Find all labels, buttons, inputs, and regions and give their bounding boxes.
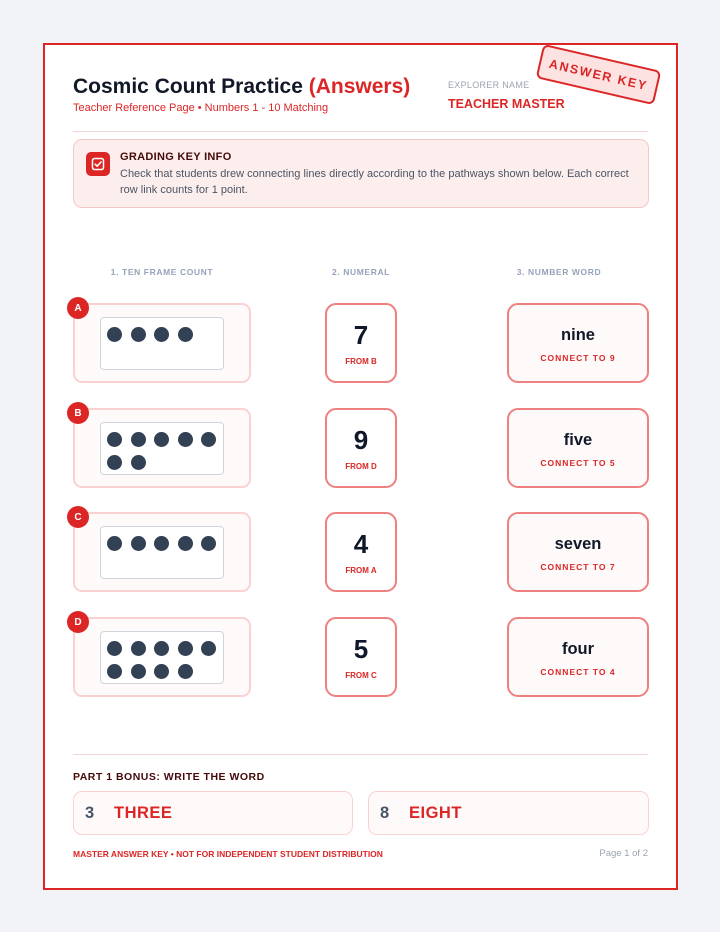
ten-frame-card-c[interactable] xyxy=(73,512,251,592)
numeral-value: 4 xyxy=(353,529,369,559)
counter-dot xyxy=(154,664,169,679)
counter-dot xyxy=(154,641,169,656)
numeral-value: 5 xyxy=(353,634,369,664)
number-word-card-five[interactable] xyxy=(507,408,649,488)
worksheet-page xyxy=(43,43,678,890)
ten-frame xyxy=(100,631,224,684)
number-word-card-nine[interactable] xyxy=(507,303,649,383)
numeral-card-9[interactable] xyxy=(325,408,397,488)
connect-hint: CONNECT TO 4 xyxy=(540,667,616,677)
number-word: five xyxy=(563,431,593,449)
column-header-number-word: 3. NUMBER WORD xyxy=(516,267,602,277)
numeral-source: FROM B xyxy=(345,357,377,366)
ten-frame-dots xyxy=(107,536,227,551)
bonus-word: EIGHT xyxy=(409,804,462,822)
page-title: Cosmic Count Practice (Answers) xyxy=(73,75,411,98)
info-title: GRADING KEY INFO xyxy=(120,151,232,163)
counter-dot xyxy=(107,455,122,470)
counter-dot xyxy=(178,664,193,679)
numeral-value: 7 xyxy=(353,320,369,350)
footer-disclaimer: MASTER ANSWER KEY • NOT FOR INDEPENDENT STUDENT DISTRIBUTION xyxy=(73,849,383,859)
numeral-source: FROM A xyxy=(345,566,377,575)
bonus-answer-box[interactable] xyxy=(368,791,649,835)
ten-frame xyxy=(100,422,224,475)
counter-dot xyxy=(107,327,122,342)
bonus-divider xyxy=(73,754,648,755)
column-header-ten-frame: 1. TEN FRAME COUNT xyxy=(110,267,214,277)
counter-dot xyxy=(201,536,216,551)
numeral-card-4[interactable] xyxy=(325,512,397,592)
counter-dot xyxy=(131,664,146,679)
info-text: Check that students drew connecting lines directly according to the pathways shown below. Each correct row link counts for 1 point. xyxy=(120,168,629,196)
ten-frame xyxy=(100,526,224,579)
counter-dot xyxy=(131,536,146,551)
counter-dot xyxy=(131,327,146,342)
number-word: seven xyxy=(554,535,602,553)
numeral-card-5[interactable] xyxy=(325,617,397,697)
counter-dot xyxy=(201,641,216,656)
connect-hint: CONNECT TO 7 xyxy=(540,562,616,572)
bonus-word: THREE xyxy=(114,804,173,822)
counter-dot xyxy=(178,327,193,342)
explorer-name-value: TEACHER MASTER xyxy=(448,97,565,111)
row-letter-badge: D xyxy=(67,611,89,633)
numeral-value: 9 xyxy=(353,425,369,455)
grading-info-box xyxy=(73,139,649,208)
connect-hint: CONNECT TO 5 xyxy=(540,458,616,468)
bonus-number: 8 xyxy=(380,804,390,822)
ten-frame-card-b[interactable] xyxy=(73,408,251,488)
counter-dot xyxy=(178,641,193,656)
number-word: nine xyxy=(561,326,595,344)
counter-dot xyxy=(154,536,169,551)
connect-hint: CONNECT TO 9 xyxy=(540,353,616,363)
bonus-number: 3 xyxy=(85,804,95,822)
ten-frame xyxy=(100,317,224,370)
counter-dot xyxy=(154,327,169,342)
number-word: four xyxy=(561,640,595,658)
checkbox-icon xyxy=(86,152,110,176)
counter-dot xyxy=(107,664,122,679)
ten-frame-dots xyxy=(107,641,227,679)
header-divider xyxy=(73,131,648,132)
counter-dot xyxy=(131,432,146,447)
counter-dot xyxy=(178,536,193,551)
number-word-card-seven[interactable] xyxy=(507,512,649,592)
ten-frame-card-d[interactable] xyxy=(73,617,251,697)
counter-dot xyxy=(154,432,169,447)
bonus-answer-box[interactable] xyxy=(73,791,353,835)
row-letter-badge: B xyxy=(67,402,89,424)
ten-frame-dots xyxy=(107,327,227,342)
ten-frame-card-a[interactable] xyxy=(73,303,251,383)
ten-frame-dots xyxy=(107,432,227,470)
counter-dot xyxy=(131,455,146,470)
explorer-name-label: EXPLORER NAME xyxy=(448,80,530,90)
counter-dot xyxy=(107,536,122,551)
numeral-card-7[interactable] xyxy=(325,303,397,383)
counter-dot xyxy=(201,432,216,447)
answer-key-stamp: ANSWER KEY xyxy=(536,44,662,105)
numeral-source: FROM C xyxy=(345,671,377,680)
page-number: Page 1 of 2 xyxy=(599,848,648,859)
counter-dot xyxy=(107,641,122,656)
row-letter-badge: C xyxy=(67,506,89,528)
number-word-card-four[interactable] xyxy=(507,617,649,697)
title-highlight: (Answers) xyxy=(308,75,411,98)
counter-dot xyxy=(131,641,146,656)
column-header-numeral: 2. NUMERAL xyxy=(332,267,390,277)
counter-dot xyxy=(178,432,193,447)
counter-dot xyxy=(107,432,122,447)
bonus-title: PART 1 BONUS: WRITE THE WORD xyxy=(73,771,265,783)
numeral-source: FROM D xyxy=(345,462,377,471)
row-letter-badge: A xyxy=(67,297,89,319)
page-subtitle: Teacher Reference Page • Numbers 1 - 10 Matching xyxy=(73,102,329,114)
